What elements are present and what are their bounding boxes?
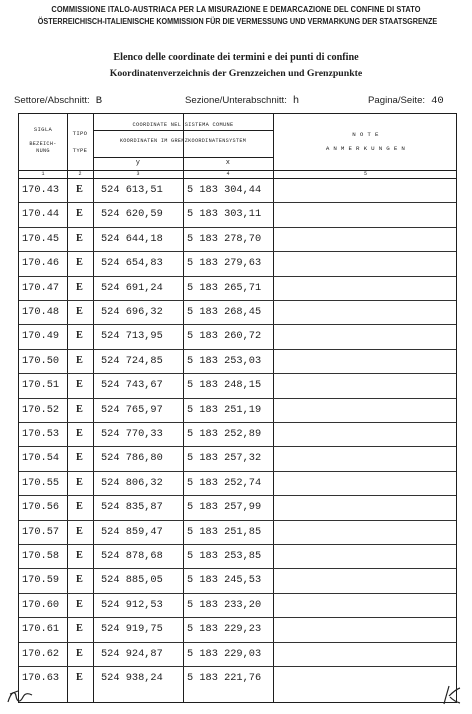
column-number-4: 4: [226, 171, 230, 177]
column-number-1: 1: [41, 171, 45, 177]
header-line-german: ÖSTERREICHISCH-ITALIENISCHE KOMMISSION FÜR DIE VERMESSUNG UND VERMARKUNG DER STAATSGRENZE: [37, 16, 438, 26]
sigla-cell: 170.59: [22, 574, 60, 587]
x-coordinate-cell: 5 183 252,74: [187, 476, 262, 489]
table-row: [19, 495, 456, 519]
settore-field: [14, 95, 102, 107]
y-coordinate-cell: 524 713,95: [101, 330, 163, 343]
handwritten-initial-left: [6, 688, 36, 706]
column-header-y: y: [135, 159, 141, 167]
row-divider: [19, 227, 456, 228]
tipo-cell: E: [76, 476, 83, 488]
column-header-note: N O T E: [352, 131, 379, 138]
y-coordinate-cell: 524 835,87: [101, 501, 163, 514]
sigla-cell: 170.54: [22, 452, 60, 465]
tipo-cell: E: [76, 647, 83, 659]
x-coordinate-cell: 5 183 251,19: [187, 403, 262, 416]
sigla-label: SIGLA: [33, 126, 53, 133]
column-header-koordinaten: KOORDINATEN IM GRENZKOORDINATENSYSTEM: [119, 138, 247, 144]
sigla-cell: 170.50: [22, 354, 60, 367]
row-divider: [19, 422, 456, 423]
row-divider: [19, 373, 456, 374]
x-coordinate-cell: 5 183 257,99: [187, 501, 262, 514]
tipo-cell: E: [76, 623, 83, 635]
x-coordinate-cell: 5 183 304,44: [187, 184, 262, 196]
tipo-cell: E: [76, 428, 83, 439]
x-coordinate-cell: 5 183 303,11: [187, 208, 262, 221]
tipo-cell: E: [76, 257, 83, 269]
table-row: [19, 520, 456, 544]
y-coordinate-cell: 524 919,75: [101, 623, 163, 636]
table-row: [19, 568, 456, 592]
column-header-coordinate: COORDINATE NEL SISTEMA COMUNE: [132, 122, 234, 128]
tipo-cell: E: [76, 598, 83, 610]
sezione-field: [185, 95, 299, 107]
table-row: [19, 300, 456, 324]
row-divider: [19, 349, 456, 350]
sigla-cell: 170.53: [22, 428, 60, 440]
y-coordinate-cell: 524 859,47: [101, 525, 163, 538]
row-divider: [19, 251, 456, 252]
sigla-cell: 170.55: [22, 476, 60, 489]
x-coordinate-cell: 5 183 257,32: [187, 452, 262, 465]
settore-value: B: [95, 95, 103, 107]
sigla-cell: 170.56: [22, 501, 60, 514]
tipo-cell: E: [76, 354, 83, 366]
tipo-cell: E: [76, 208, 83, 220]
x-coordinate-cell: 5 183 252,89: [187, 428, 262, 440]
settore-label: Settore/Abschnitt:: [14, 95, 90, 106]
sigla-cell: 170.45: [22, 232, 60, 245]
row-divider: [19, 471, 456, 472]
column-header-x: x: [225, 159, 231, 167]
table-row: [19, 398, 456, 422]
row-divider: [19, 202, 456, 203]
y-coordinate-cell: 524 924,87: [101, 647, 163, 660]
document-title-german: Koordinatenverzeichnis der Grenzzeichen und Grenzpunkte: [109, 68, 363, 79]
tipo-cell: E: [76, 550, 83, 561]
header-divider: [93, 157, 273, 158]
sezione-value: h: [292, 95, 300, 107]
y-coordinate-cell: 524 885,05: [101, 574, 163, 587]
row-divider: [19, 544, 456, 545]
column-header-bezeichnung: BEZEICH- NUNG: [29, 141, 57, 154]
pagina-value: 40: [431, 95, 444, 107]
row-divider: [19, 617, 456, 618]
table-row: [19, 349, 456, 373]
y-coordinate-cell: 524 786,80: [101, 452, 163, 465]
sigla-cell: 170.60: [22, 598, 60, 611]
sezione-label: Sezione/Unterabschnitt:: [185, 95, 287, 106]
tipo-cell: E: [76, 403, 83, 415]
table-row: [19, 276, 456, 300]
table-row: [19, 422, 456, 446]
tipo-cell: E: [76, 184, 83, 195]
table-row: [19, 471, 456, 495]
column-number-5: 5: [363, 171, 367, 177]
sigla-cell: 170.52: [22, 403, 60, 416]
row-divider: [19, 568, 456, 569]
tipo-cell: E: [76, 232, 83, 244]
y-coordinate-cell: 524 765,97: [101, 403, 163, 416]
x-coordinate-cell: 5 183 245,53: [187, 574, 262, 587]
table-row: [19, 324, 456, 348]
column-header-anmerkungen: A N M E R K U N G E N: [325, 145, 406, 152]
y-coordinate-cell: 524 696,32: [101, 306, 163, 318]
sigla-cell: 170.58: [22, 550, 60, 562]
x-coordinate-cell: 5 183 253,85: [187, 550, 262, 562]
x-coordinate-cell: 5 183 221,76: [187, 672, 262, 684]
table-row: [19, 666, 456, 690]
sigla-cell: 170.63: [22, 672, 60, 684]
sigla-cell: 170.61: [22, 623, 60, 636]
column-header-type: TYPE: [72, 147, 88, 154]
row-divider: [19, 666, 456, 667]
tipo-cell: E: [76, 330, 83, 342]
column-number-2: 2: [78, 171, 82, 177]
table-row: [19, 446, 456, 470]
x-coordinate-cell: 5 183 260,72: [187, 330, 262, 343]
y-coordinate-cell: 524 770,33: [101, 428, 163, 440]
x-coordinate-cell: 5 183 265,71: [187, 281, 262, 294]
row-divider: [19, 495, 456, 496]
sigla-cell: 170.47: [22, 281, 60, 294]
sigla-cell: 170.62: [22, 647, 60, 660]
y-coordinate-cell: 524 806,32: [101, 476, 163, 489]
y-coordinate-cell: 524 878,68: [101, 550, 163, 562]
row-divider: [19, 446, 456, 447]
x-coordinate-cell: 5 183 229,03: [187, 647, 262, 660]
table-row: [19, 617, 456, 641]
table-row: [19, 202, 456, 226]
x-coordinate-cell: 5 183 268,45: [187, 306, 262, 318]
x-coordinate-cell: 5 183 251,85: [187, 525, 262, 538]
header-line-italian: COMMISSIONE ITALO-AUSTRIACA PER LA MISURAZIONE E DEMARCAZIONE DEL CONFINE DI STATO: [51, 4, 421, 14]
row-divider: [19, 324, 456, 325]
tipo-cell: E: [76, 574, 83, 586]
table-row: [19, 178, 456, 202]
row-divider: [19, 642, 456, 643]
pagina-label: Pagina/Seite:: [368, 95, 426, 106]
row-divider: [19, 300, 456, 301]
tipo-cell: E: [76, 306, 83, 317]
table-row: [19, 544, 456, 568]
y-coordinate-cell: 524 620,59: [101, 208, 163, 221]
tipo-cell: E: [76, 525, 83, 537]
tipo-cell: E: [76, 281, 83, 293]
header-divider: [93, 130, 273, 131]
y-coordinate-cell: 524 743,67: [101, 379, 163, 392]
sigla-cell: 170.44: [22, 208, 60, 221]
sigla-cell: 170.49: [22, 330, 60, 343]
tipo-cell: E: [76, 672, 83, 683]
sigla-cell: 170.48: [22, 306, 60, 318]
y-coordinate-cell: 524 613,51: [101, 184, 163, 196]
sigla-cell: 170.46: [22, 257, 60, 270]
sigla-cell: 170.51: [22, 379, 60, 392]
row-divider: [19, 520, 456, 521]
x-coordinate-cell: 5 183 279,63: [187, 257, 262, 270]
coordinates-table: [18, 113, 457, 703]
row-divider: [19, 398, 456, 399]
pagina-field: [368, 95, 444, 107]
document-title-italian: Elenco delle coordinate dei termini e dei punti di confine: [113, 52, 359, 63]
y-coordinate-cell: 524 654,83: [101, 257, 163, 270]
tipo-cell: E: [76, 452, 83, 464]
x-coordinate-cell: 5 183 233,20: [187, 598, 262, 611]
x-coordinate-cell: 5 183 229,23: [187, 623, 262, 636]
tipo-cell: E: [76, 501, 83, 513]
column-number-3: 3: [136, 171, 140, 177]
handwritten-initial-right: [440, 684, 464, 706]
y-coordinate-cell: 524 644,18: [101, 232, 163, 245]
y-coordinate-cell: 524 912,53: [101, 598, 163, 611]
x-coordinate-cell: 5 183 278,70: [187, 232, 262, 245]
sigla-cell: 170.57: [22, 525, 60, 538]
y-coordinate-cell: 524 691,24: [101, 281, 163, 294]
column-header-tipo: TIPO: [72, 130, 88, 137]
x-coordinate-cell: 5 183 248,15: [187, 379, 262, 392]
table-row: [19, 251, 456, 275]
sigla-cell: 170.43: [22, 184, 60, 196]
table-row: [19, 593, 456, 617]
row-divider: [19, 593, 456, 594]
table-row: [19, 642, 456, 666]
column-header-sigla: [19, 126, 67, 133]
table-row: [19, 227, 456, 251]
table-row: [19, 373, 456, 397]
y-coordinate-cell: 524 938,24: [101, 672, 163, 684]
row-divider: [19, 276, 456, 277]
y-coordinate-cell: 524 724,85: [101, 354, 163, 367]
tipo-cell: E: [76, 379, 83, 391]
x-coordinate-cell: 5 183 253,03: [187, 354, 262, 367]
